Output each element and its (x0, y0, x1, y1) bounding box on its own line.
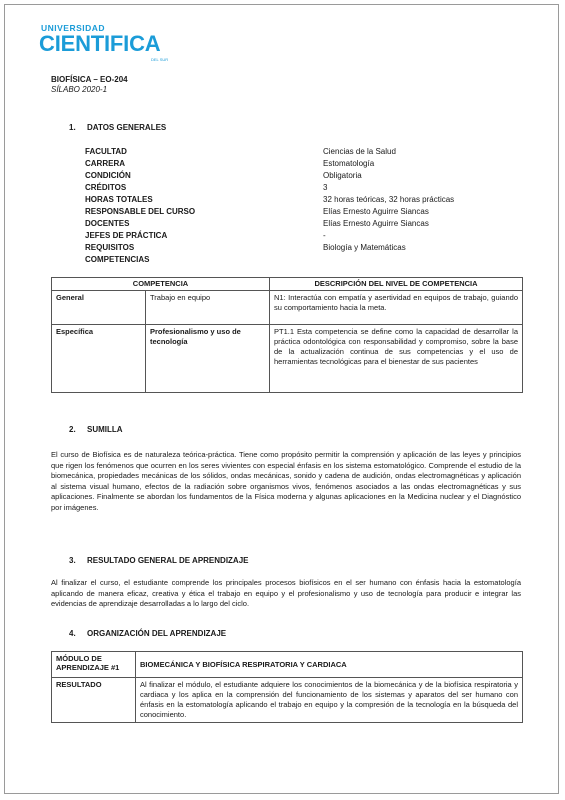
data-row: CRÉDITOS 3 (85, 183, 328, 192)
data-row: COMPETENCIAS (85, 255, 150, 264)
data-row: FACULTAD Ciencias de la Salud (85, 147, 396, 156)
logo-tag-text: DEL SUR (151, 57, 169, 62)
competency-table (51, 277, 523, 393)
data-row: CONDICIÓN Obligatoria (85, 171, 362, 180)
data-row: RESPONSABLE DEL CURSO Elías Ernesto Aguirre Siancas (85, 207, 429, 216)
document-page (4, 4, 559, 794)
data-row: JEFES DE PRÁCTICA - (85, 231, 326, 240)
course-code: BIOFÍSICA – EO-204 (51, 75, 128, 84)
table-row: RESULTADO Al finalizar el módulo, el estudiante adquiere los conocimientos de la biomecánica y de la biofísica respiratoria y cardiaca y los aplica en la comprensión del funcionamiento de los sistemas y aparatos del ser humano con énfasis en la estomatología aplicando el trabajo en equipo y la compresión de la tecnología en la búsqueda del conocimiento. (52, 678, 523, 723)
data-row: REQUISITOS Biología y Matemáticas (85, 243, 406, 252)
section-3-heading: 3. RESULTADO GENERAL DE APRENDIZAJE (69, 556, 249, 565)
general-data-list (85, 146, 485, 266)
logo-main-text: CIENTIFICA (39, 31, 161, 56)
sumilla-paragraph: El curso de Biofísica es de naturaleza teórica-práctica. Tiene como propósito permitir la comprensión y aplicación de las leyes y principios que rigen los fenómenos que ocurren en los seres vivientes con especial énfasis en los sistema estomatológico. Comprende el estudio de la biomecánica, propiedades mecánicas de los sólidos, ondas mecánicas, sonido y cadena de audición, ondas electromagnéticas y aplicación al sistema visual humano, efectos de la radiación sobre organismos vivos, fenómenos asociados a las ondas electromagnéticas y sus aplicaciones. Finalmente se abordan los fundamentos de la Física moderna y algunas aplicaciones en la Medicina nuclear y el Diagnóstico por imágenes. (51, 450, 521, 512)
data-row: DOCENTES Elías Ernesto Aguirre Siancas (85, 219, 429, 228)
table-row: Específica Profesionalismo y uso de tecnología PT1.1 Esta competencia se define como la capacidad de desarrollar la práctica odontológica con responsabilidad y compromiso, sobre la base de la actualización continua de sus competencias y el uso de herramientas tecnológicas para el bienestar de sus pacientes (52, 325, 523, 393)
data-row: HORAS TOTALES 32 horas teóricas, 32 horas prácticas (85, 195, 455, 204)
data-row: CARRERA Estomatología (85, 159, 375, 168)
table-row: MÓDULO DE APRENDIZAJE #1 BIOMECÁNICA Y BIOFÍSICA RESPIRATORIA Y CARDIACA (52, 652, 523, 678)
learning-outcome-paragraph: Al finalizar el curso, el estudiante comprende los principales procesos biofísicos en el ser humano con énfasis hacia la estomatología aplicando de manera eficaz, creativa y ética el trabajo en equipo y el profesionalismo y uso de tecnología para producir e integrar las evidencias de aprendizaje desarrolladas a lo largo del ciclo. (51, 578, 521, 608)
section-4-heading: 4. ORGANIZACIÓN DEL APRENDIZAJE (69, 629, 227, 638)
syllabus-label: SÍLABO 2020-1 (51, 85, 108, 94)
section-2-heading: 2. SUMILLA (69, 425, 123, 434)
table-header-row (52, 278, 523, 291)
section-1-heading: 1. DATOS GENERALES (69, 123, 167, 132)
logo-top-text: UNIVERSIDAD (41, 23, 106, 33)
module-table (51, 651, 523, 723)
competency-header: COMPETENCIA (52, 278, 270, 291)
university-logo (39, 23, 179, 63)
description-header: DESCRIPCIÓN DEL NIVEL DE COMPETENCIA (270, 278, 523, 291)
table-row: General Trabajo en equipo N1: Interactúa con empatía y asertividad en equipos de trabajo, guiando su comportamiento hacia la meta. (52, 291, 523, 325)
